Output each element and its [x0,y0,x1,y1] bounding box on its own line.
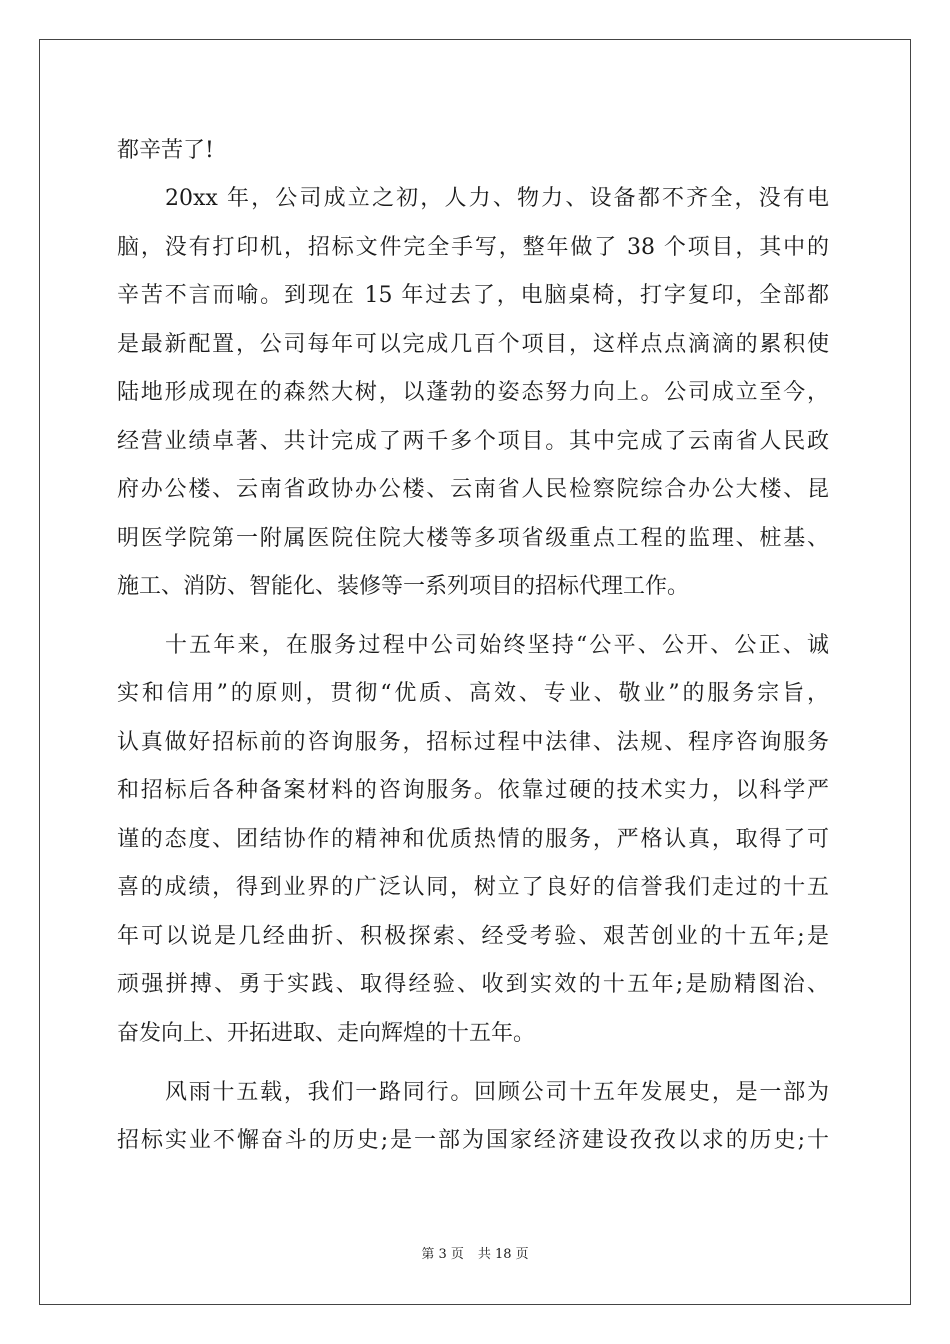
page-number: 第 3 页 [421,1247,464,1262]
text-line: 陆地形成现在的森然大树，以蓬勃的姿态努力向上。公司成立至今， [117,380,829,405]
text-line: 脑，没有打印机，招标文件完全手写，整年做了 38 个项目，其中的 [117,235,829,260]
text-line: 和招标后各种备案材料的咨询服务。依靠过硬的技术实力，以科学严 [117,778,829,803]
text-line: 施工、消防、智能化、装修等一系列项目的招标代理工作。 [117,574,690,599]
text-line: 是最新配置，公司每年可以完成几百个项目，这样点点滴滴的累积使 [117,332,829,357]
text-line: 府办公楼、云南省政协办公楼、云南省人民检察院综合办公大楼、昆 [117,477,829,502]
text-line: 都辛苦了! [117,138,214,163]
text-line: 顽强拼搏、勇于实践、取得经验、收到实效的十五年;是励精图治、 [117,972,829,997]
text-line: 明医学院第一附属医院住院大楼等多项省级重点工程的监理、桩基、 [117,526,829,551]
text-line: 年可以说是几经曲折、积极探索、经受考验、艰苦创业的十五年;是 [117,924,829,949]
text-line: 十五年来，在服务过程中公司始终坚持“公平、公开、公正、诚 [165,633,829,658]
text-line: 认真做好招标前的咨询服务，招标过程中法律、法规、程序咨询服务 [117,730,829,755]
page-frame [39,39,911,1305]
text-line: 实和信用”的原则，贯彻“优质、高效、专业、敬业”的服务宗旨， [117,681,829,706]
text-line: 20xx 年，公司成立之初，人力、物力、设备都不齐全，没有电 [165,186,829,211]
page-footer [0,1246,950,1264]
page-total: 共 18 页 [477,1247,529,1262]
text-line: 风雨十五载，我们一路同行。回顾公司十五年发展史，是一部为 [165,1080,829,1105]
text-line: 招标实业不懈奋斗的历史;是一部为国家经济建设孜孜以求的历史;十 [117,1128,829,1153]
text-line: 谨的态度、团结协作的精神和优质热情的服务，严格认真，取得了可 [117,827,829,852]
text-line: 奋发向上、开拓进取、走向辉煌的十五年。 [117,1021,536,1046]
text-line: 辛苦不言而喻。到现在 15 年过去了，电脑桌椅，打字复印，全部都 [117,283,829,308]
text-line: 喜的成绩，得到业界的广泛认同，树立了良好的信誉我们走过的十五 [117,875,829,900]
text-line: 经营业绩卓著、共计完成了两千多个项目。其中完成了云南省人民政 [117,429,829,454]
